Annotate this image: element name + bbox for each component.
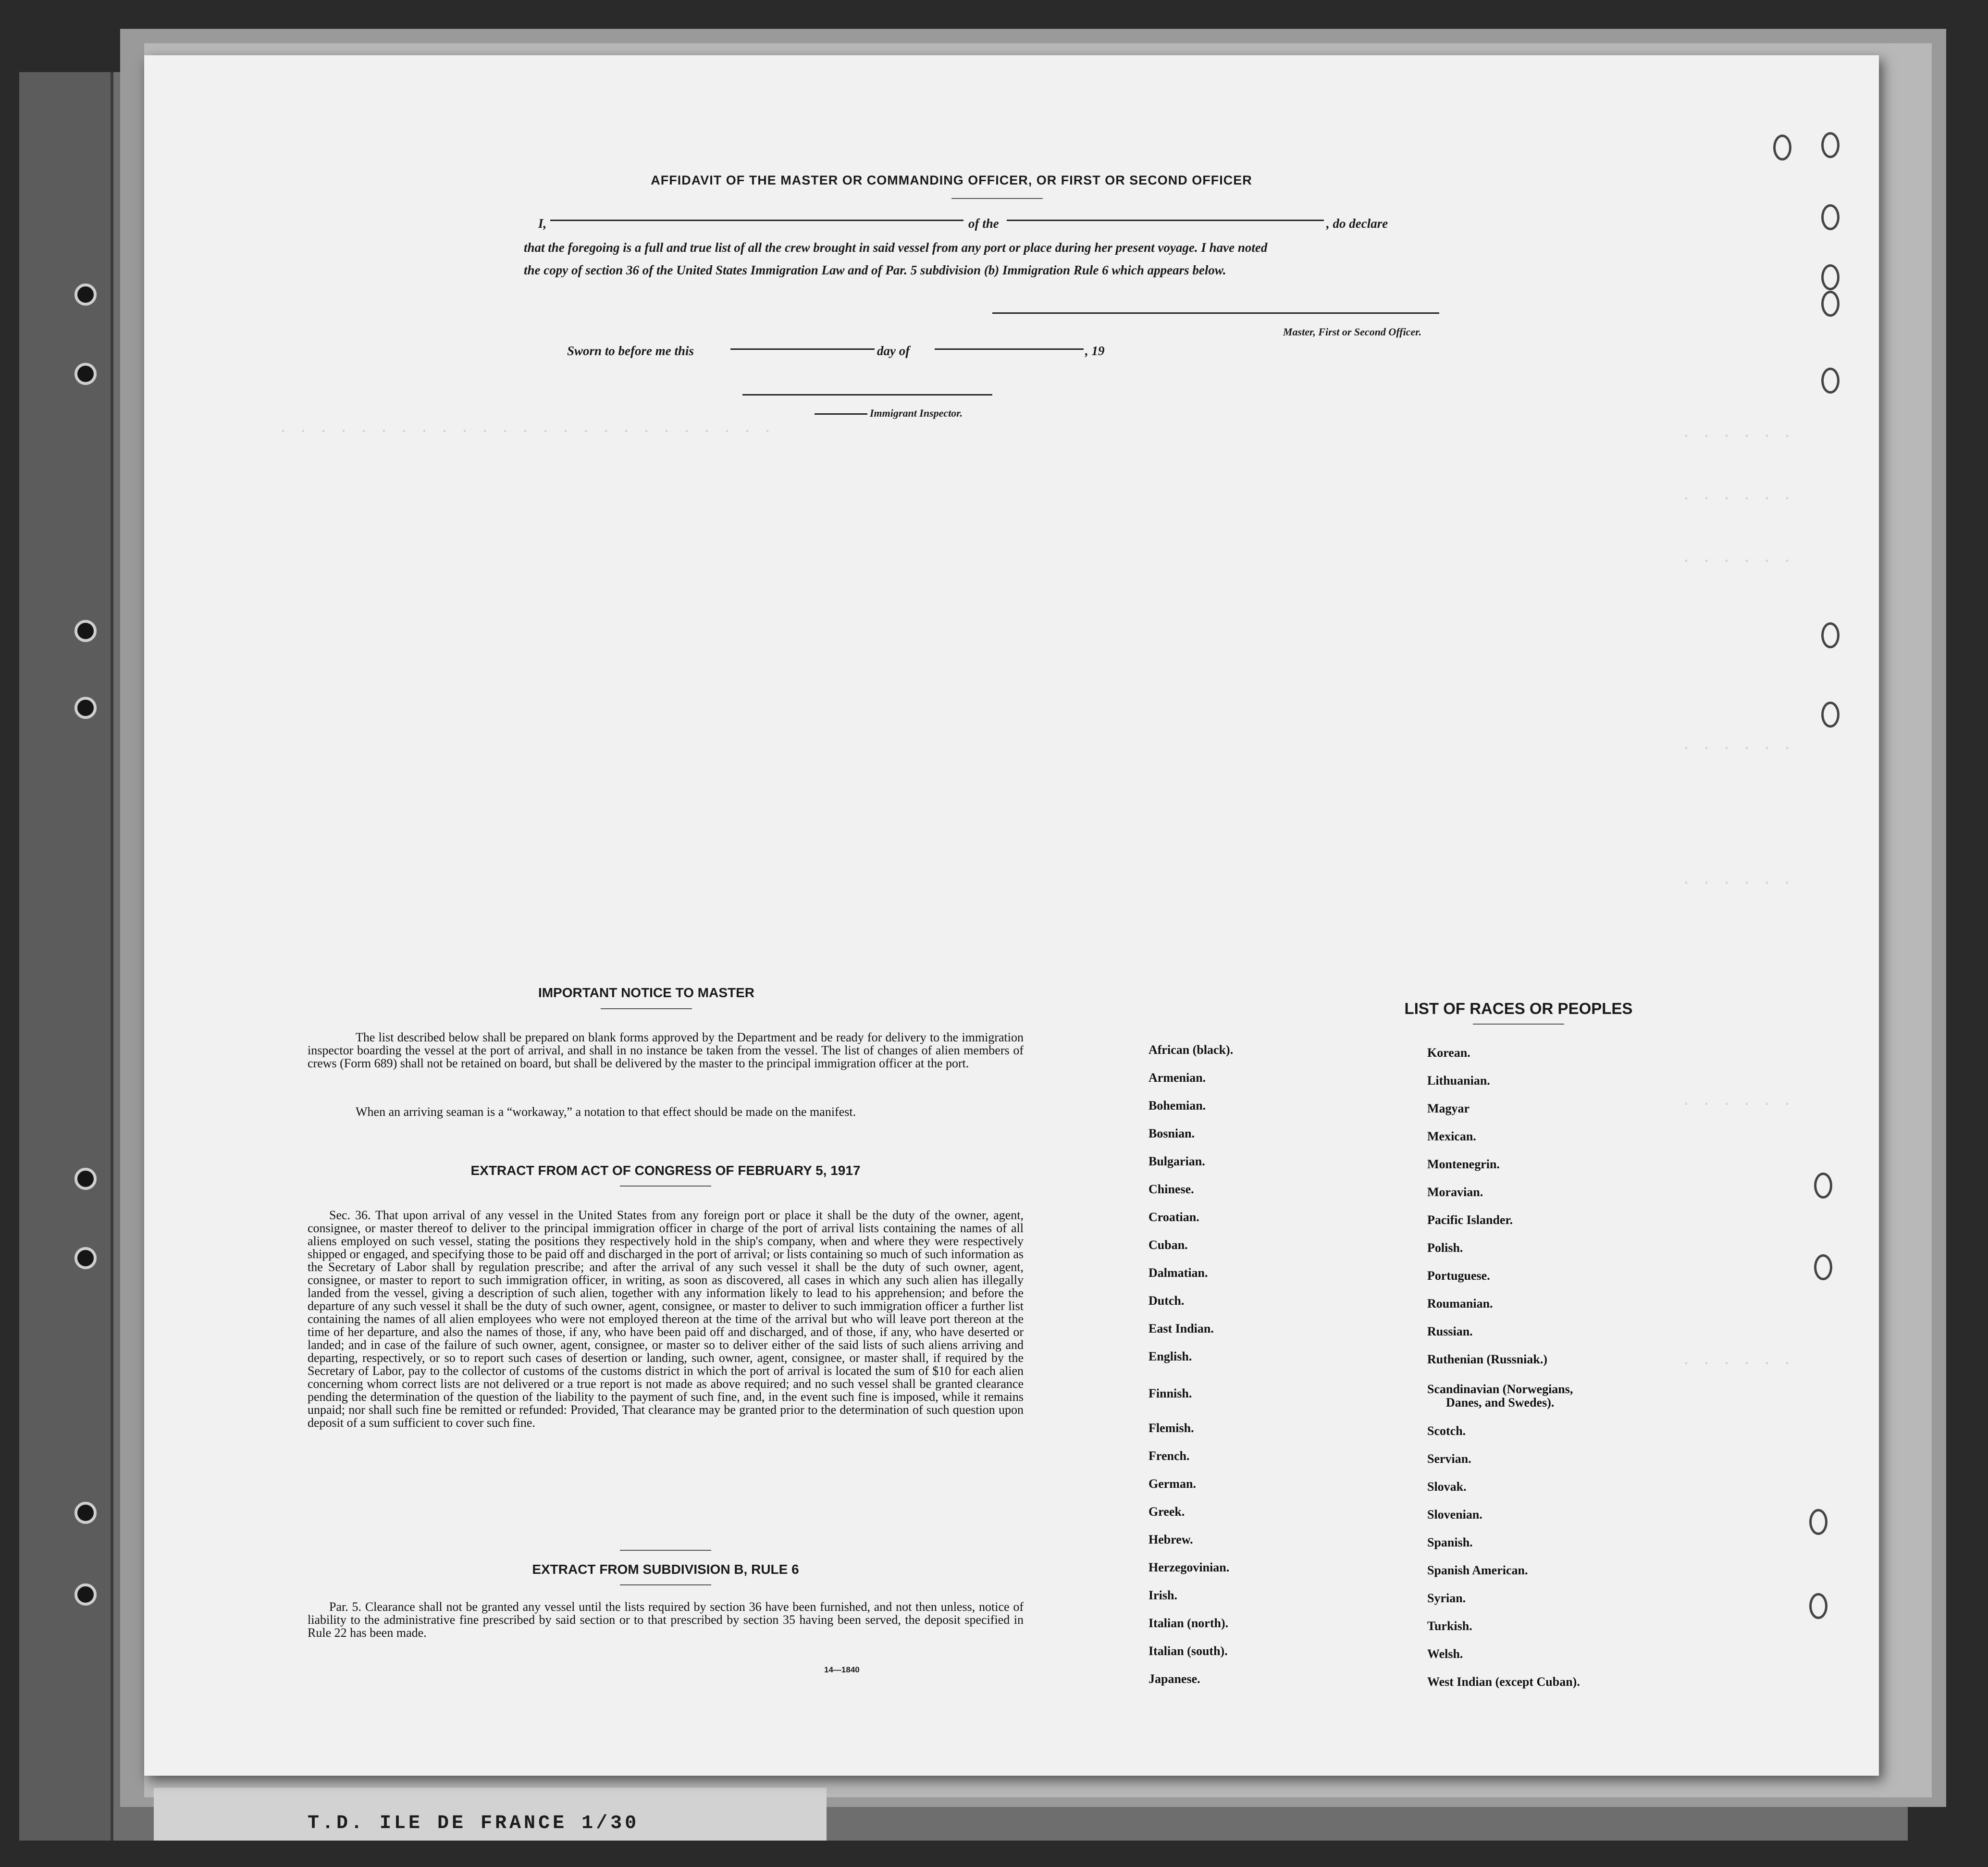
form-number: 14—1840 [824,1665,860,1674]
race-list-item: Lithuanian. [1427,1074,1490,1088]
binder-hole [74,1247,97,1269]
ring-mark [1821,368,1840,394]
binder-hole [74,284,97,306]
ring-mark [1821,264,1840,290]
race-list-item: Roumanian. [1427,1297,1493,1311]
section-36-underline [620,1550,711,1551]
race-list-item: Finnish. [1148,1386,1192,1400]
title-underline [951,198,1043,199]
race-list-item: Greek. [1148,1505,1185,1519]
race-list-item: Russian. [1427,1324,1473,1338]
extract-rule6-underline [620,1584,711,1585]
race-list-item: Ruthenian (Russniak.) [1427,1352,1547,1366]
race-list-item: Italian (north). [1148,1616,1229,1630]
ring-mark [1821,291,1840,317]
name-blank-line [550,220,963,221]
signature-line [992,312,1439,314]
binder-hole [74,1168,97,1190]
signature-caption: Master, First or Second Officer. [1283,326,1422,338]
races-underline [1473,1024,1564,1025]
day-of-label: day of [877,344,910,358]
notice-heading: IMPORTANT NOTICE TO MASTER [538,985,755,1000]
section-36-text: Sec. 36. That upon arrival of any vessel in the United States from any foreign port or place it shall be the duty of the owner, agent, consignee, or master thereof to deliver to the principal immigration officer in charge of the port of arrival lists containing the names of all aliens employed on such vessel, stating the positions they respectively hold in the ship's company, when and where they were respectively shipped or engaged, and specifying those to be paid off and discharged in the port of arrival; or lists containing so much of such information as the Secretary of Labor shall by regulation prescribe; and after the arrival of any such vessel it shall be the duty of such owner, agent, consignee, or master to report to such immigration officer, in writing, as soon as discovered, all cases in which any such alien has illegally landed from the vessel, giving a description of such alien, together with any information likely to lead to his apprehension; and before the departure of any such vessel it shall be the duty of such owner, agent, consignee, or master to deliver to such immigration officer a further list containing the names of all alien employees who were not employed thereon at the time of the arrival but who will leave port thereon at the time of her departure, and also the names of those, if any, who have been paid off and discharged, and of those, if any, who have deserted or landed; and in case of the failure of such owner, agent, consignee, or master so to deliver either of the said lists of such aliens arriving and departing, respectively, or so to report such cases of desertion or landing, such owner, agent, consignee, or master shall, if required by the Secretary of Labor, pay to the collector of customs of the customs district in which the port of arrival is located the sum of $10 for each alien concerning whom correct lists are not delivered or a true report is not made as above required; and no such vessel shall be granted clearance pending the determination of the question of the liability to the payment of such fine, and, in the event such fine is imposed, while it remains unpaid; nor shall such fine be remitted or refunded: Provided, That clearance may be granted prior to the determination of such question upon deposit of a sum sufficient to cover such fine. [308,1208,1024,1430]
ring-mark [1773,135,1791,161]
binder-hole [74,1583,97,1606]
sworn-month-line [935,348,1084,350]
race-list-item: Japanese. [1148,1672,1200,1686]
extract-congress-underline [620,1186,711,1187]
bleed-through-text: . . . . . . [1682,425,1793,442]
race-list-item: Chinese. [1148,1182,1194,1196]
race-list-item: Slovak. [1427,1480,1467,1494]
race-list-item: Pacific Islander. [1427,1213,1513,1227]
notice-underline [601,1008,692,1009]
extract-rule6-heading: EXTRACT FROM SUBDIVISION B, RULE 6 [532,1562,799,1577]
race-list-item: West Indian (except Cuban). [1427,1675,1580,1689]
bottom-stamp: T.D. ILE DE FRANCE 1/30 [308,1813,640,1834]
race-list-item: Servian. [1427,1452,1471,1466]
race-list-item: Welsh. [1427,1647,1463,1661]
race-list-item: Spanish American. [1427,1563,1528,1577]
race-list-item: Montenegrin. [1427,1157,1500,1171]
bleed-through-text: . . . . . . [1682,872,1793,889]
race-list-item: Bulgarian. [1148,1154,1205,1168]
document-page [144,55,1879,1776]
par-5-text: Par. 5. Clearance shall not be granted any vessel until the lists required by section 36 have been furnished, and not then unless, notice of liability to the administrative fine prescribed by said section or to that prescribed by section 35 having been served, the deposit specified in Rule 22 has been made. [308,1600,1024,1640]
race-list-item: Slovenian. [1427,1508,1482,1521]
race-list-item: Dutch. [1148,1294,1185,1308]
bleed-through-text: . . . . . . . . . . . . . . . . . . . . . . . . . [279,420,774,437]
sworn-day-line [730,348,875,350]
binder-hole [74,697,97,719]
affidavit-declaration-line: that the foregoing is a full and true list of all the crew brought in said vessel from any port or place during her present voyage. I have noted [524,240,1268,255]
race-list-item: Polish. [1427,1241,1463,1255]
race-list-item: Turkish. [1427,1619,1472,1633]
binder-hole [74,1502,97,1524]
sworn-label: Sworn to before me this [567,344,694,358]
affidavit-i-label: I, [538,216,547,231]
ring-mark [1814,1254,1832,1280]
ring-mark [1809,1593,1827,1619]
race-list-item: Magyar [1427,1101,1470,1115]
inspector-caption: Immigrant Inspector. [870,407,963,419]
race-list-item: Scotch. [1427,1424,1466,1438]
race-list-item: Syrian. [1427,1591,1466,1605]
race-list-item: Korean. [1427,1046,1470,1060]
races-heading: LIST OF RACES OR PEOPLES [1404,1000,1633,1017]
affidavit-title: AFFIDAVIT OF THE MASTER OR COMMANDING OFFICER, OR FIRST OR SECOND OFFICER [651,173,1252,187]
race-list-item: Armenian. [1148,1071,1206,1085]
race-list-item: Irish. [1148,1588,1177,1602]
ring-mark [1809,1509,1827,1535]
ring-mark [1821,622,1840,648]
race-list-item: Flemish. [1148,1421,1194,1435]
binder-hole [74,363,97,385]
inspector-signature-line [742,394,992,396]
extract-congress-heading: EXTRACT FROM ACT OF CONGRESS OF FEBRUARY 5, 1917 [470,1163,861,1178]
ring-mark [1821,132,1840,158]
race-list-item: Bosnian. [1148,1126,1195,1140]
race-list-item: Portuguese. [1427,1269,1490,1283]
workaway-paragraph: When an arriving seaman is a “workaway,” a notation to that effect should be made on the manifest. [356,1105,856,1119]
race-list-item: Mexican. [1427,1129,1476,1143]
race-list-item: French. [1148,1449,1190,1463]
race-list-item: Scandinavian (Norwegians, Danes, and Swedes). [1427,1382,1573,1410]
race-list-item: Croatian. [1148,1210,1199,1224]
bleed-through-text: . . . . . . [1682,1353,1793,1369]
race-list-item: Dalmatian. [1148,1266,1208,1280]
notice-paragraph: The list described below shall be prepared on blank forms approved by the Department and be ready for delivery to the immigration inspector boarding the vessel at the port of arrival, and shall in no instance be taken from the vessel. The list of changes of alien members of crews (Form 689) shall not be retained on board, but shall be delivered by the master to the principal immigration officer at the port. [308,1030,1024,1070]
race-list-item: Cuban. [1148,1238,1188,1252]
bleed-through-text: . . . . . . [1682,1093,1793,1110]
bleed-through-text: . . . . . . [1682,550,1793,567]
binder-strip [19,72,113,1841]
inspector-short-line [815,413,867,415]
affidavit-do-declare-label: , do declare [1326,216,1388,231]
affidavit-noted-line: the copy of section 36 of the United States Immigration Law and of Par. 5 subdivision (b) Immigration Rule 6 which appears below. [524,263,1226,277]
race-list-item: German. [1148,1477,1196,1491]
year-label: , 19 [1085,344,1105,358]
race-list-item: English. [1148,1349,1192,1363]
race-list-item: East Indian. [1148,1322,1214,1335]
ring-mark [1814,1173,1832,1199]
race-list-item: Moravian. [1427,1185,1483,1199]
race-list-item: African (black). [1148,1043,1234,1057]
ring-mark [1821,702,1840,728]
race-list-item: Hebrew. [1148,1533,1193,1546]
race-list-item: Italian (south). [1148,1644,1228,1658]
bleed-through-text: . . . . . . [1682,738,1793,754]
race-list-item: Herzegovinian. [1148,1560,1230,1574]
bleed-through-text: . . . . . . [1682,488,1793,504]
binder-hole [74,620,97,642]
race-list-item: Spanish. [1427,1535,1473,1549]
vessel-blank-line [1007,220,1324,221]
affidavit-of-the-label: of the [968,216,999,231]
race-list-item: Bohemian. [1148,1099,1206,1113]
ring-mark [1821,204,1840,230]
